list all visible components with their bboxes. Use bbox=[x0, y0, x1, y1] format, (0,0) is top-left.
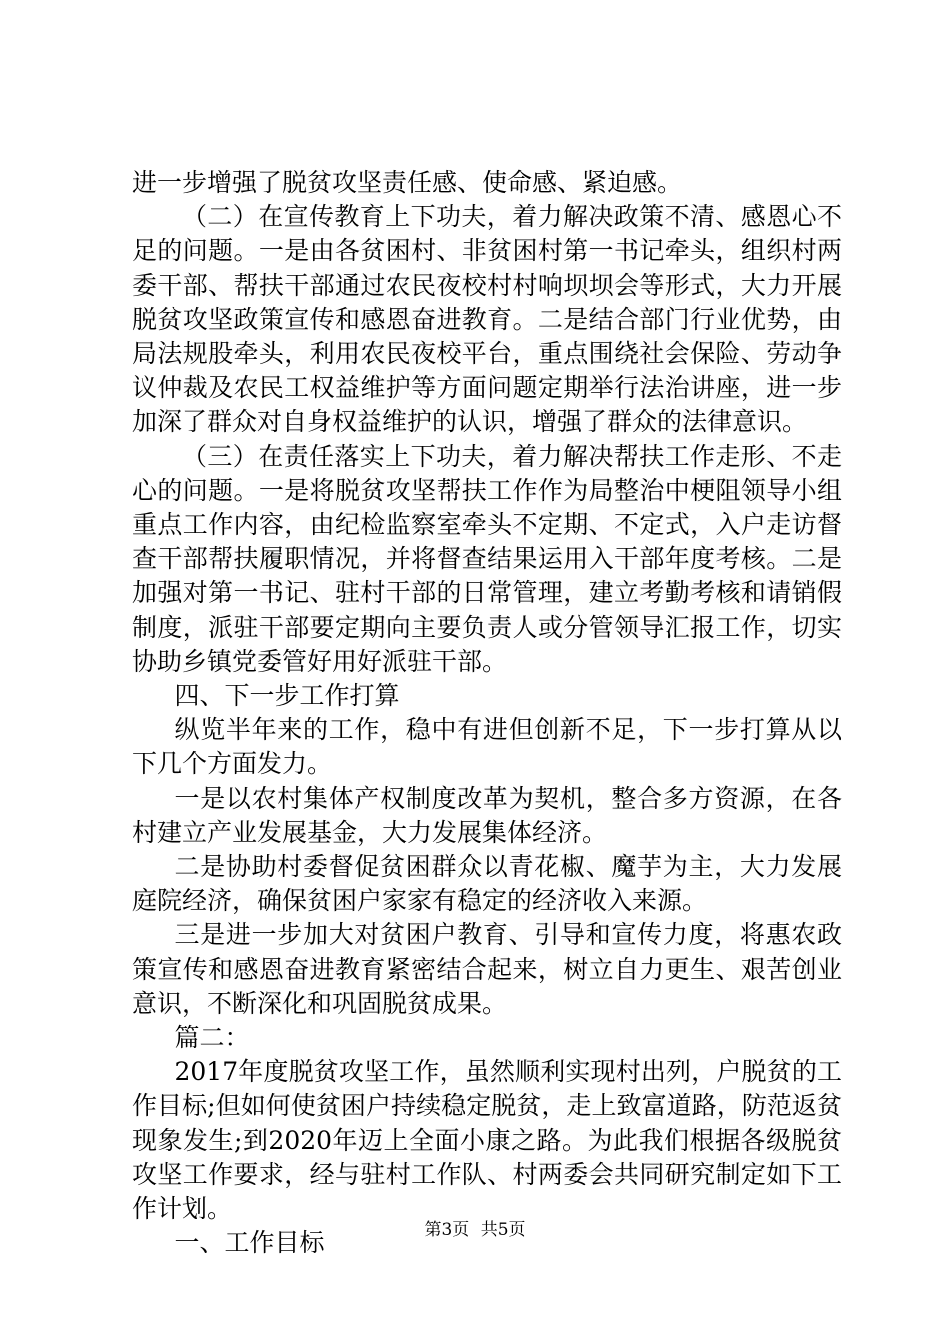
section-heading-4: 四、下一步工作打算 bbox=[174, 681, 400, 711]
paragraph-7: 二是协助村委督促贫困群众以青花椒、魔芋为主，大力发展庭院经济，确保贫困户家家有稳定的经济收入来源。 bbox=[132, 852, 842, 916]
paragraph-10: 2017年度脱贫攻坚工作，虽然顺利实现村出列，户脱贫的工作目标;但如何使贫困户持续稳定脱贫，走上致富道路，防范返贫现象发生;到2020年迈上全面小康之路。为此我们根据各级脱贫攻坚工作要求，经与驻村工作队、村两委会共同研究制定如下工作计划。 bbox=[132, 1057, 842, 1224]
paragraph-6: 一是以农村集体产权制度改革为契机，整合多方资源，在各村建立产业发展基金，大力发展集体经济。 bbox=[132, 783, 842, 847]
paragraph-8: 三是进一步加大对贫困户教育、引导和宣传力度，将惠农政策宣传和感恩奋进教育紧密结合起来，树立自力更生、艰苦创业意识，不断深化和巩固脱贫成果。 bbox=[132, 920, 842, 1018]
paragraph-2: （二）在宣传教育上下功夫，着力解决政策不清、感恩心不足的问题。一是由各贫困村、非贫困村第一书记牵头，组织村两委干部、帮扶干部通过农民夜校村村响坝坝会等形式，大力开展脱贫攻坚政策宣传和感恩奋进教育。二是结合部门行业优势，由局法规股牵头，利用农民夜校平台，重点围绕社会保险、劳动争议仲裁及农民工权益维护等方面问题定期举行法治讲座，进一步加深了群众对自身权益维护的认识，增强了群众的法律意识。 bbox=[132, 202, 842, 437]
document-body bbox=[132, 166, 842, 1261]
section-heading-part2: 篇二： bbox=[174, 1023, 250, 1053]
page-number: 第3页 bbox=[424, 1220, 470, 1240]
section-heading-goals: 一、工作目标 bbox=[174, 1228, 325, 1258]
paragraph-1: 进一步增强了脱贫攻坚责任感、使命感、紧迫感。 bbox=[132, 168, 683, 197]
paragraph-5: 纵览半年来的工作，稳中有进但创新不足，下一步打算从以下几个方面发力。 bbox=[132, 715, 842, 779]
paragraph-3: （三）在责任落实上下功夫，着力解决帮扶工作走形、不走心的问题。一是将脱贫攻坚帮扶工作作为局整治中梗阻领导小组重点工作内容，由纪检监察室牵头不定期、不定式，入户走访督查干部帮扶履职情况，并将督查结果运用入干部年度考核。二是加强对第一书记、驻村干部的日常管理，建立考勤考核和请销假制度，派驻干部要定期向主要负责人或分管领导汇报工作，切实协助乡镇党委管好用好派驻干部。 bbox=[132, 441, 842, 676]
page-total: 共5页 bbox=[480, 1220, 526, 1240]
page-footer bbox=[0, 1215, 950, 1240]
